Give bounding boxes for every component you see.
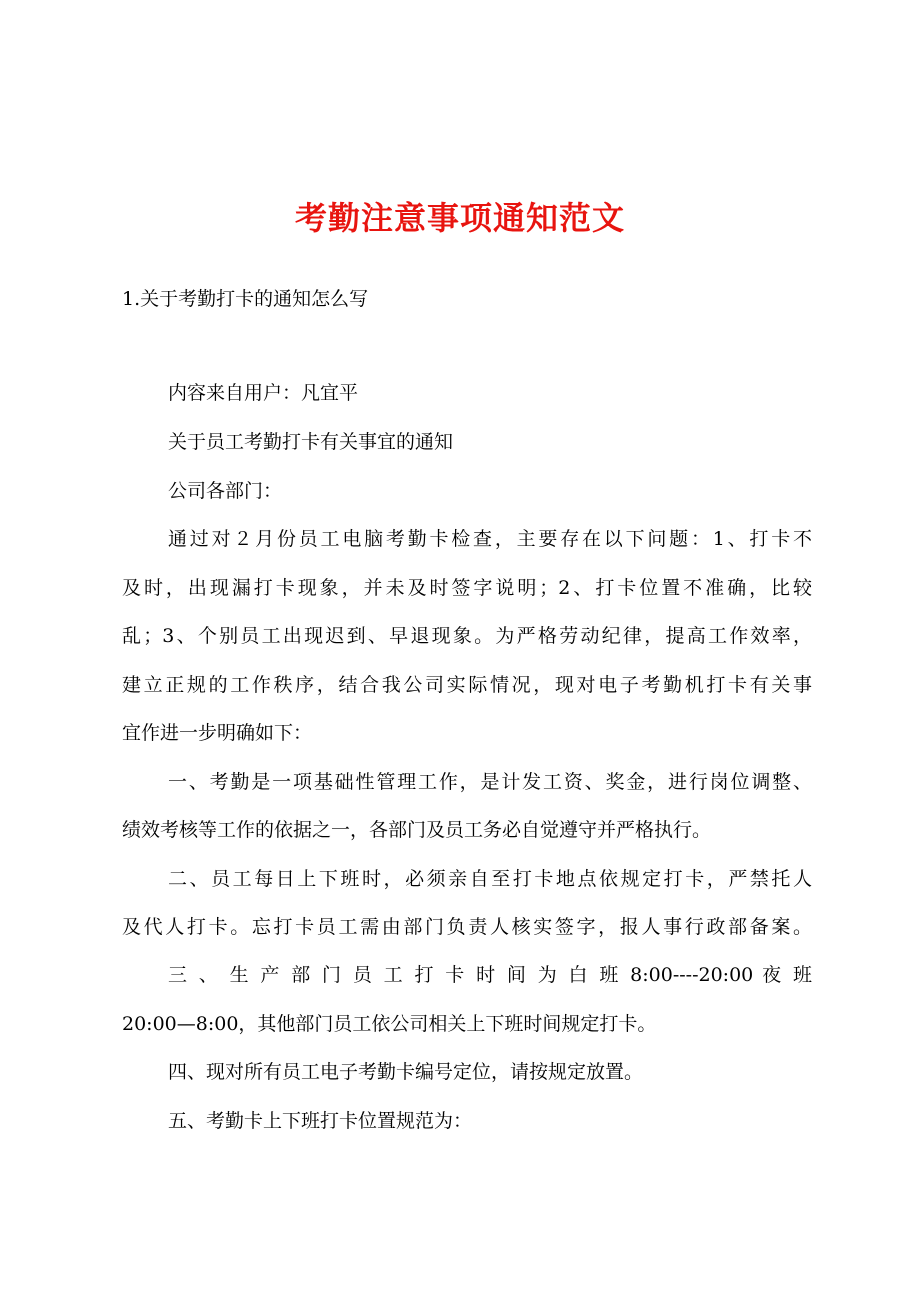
item-two-line: 及代人打卡。忘打卡员工需由部门负责人核实签字，报人事行政部备案。 bbox=[122, 916, 812, 938]
item-four-line: 四、现对所有员工电子考勤卡编号定位，请按规定放置。 bbox=[168, 1061, 644, 1083]
item-three-line: 三 、 生 产 部 门 员 工 打 卡 时 间 为 白 班 8:00----20:00 夜 班 bbox=[168, 964, 812, 986]
section-heading: 1.关于考勤打卡的通知怎么写 bbox=[122, 288, 369, 310]
notice-subject: 关于员工考勤打卡有关事宜的通知 bbox=[168, 431, 454, 453]
salutation: 公司各部门： bbox=[168, 480, 283, 502]
body-line: 乱；3、个别员工出现迟到、早退现象。为严格劳动纪律，提高工作效率， bbox=[122, 625, 812, 647]
item-one-line: 绩效考核等工作的依据之一，各部门及员工务必自觉遵守并严格执行。 bbox=[122, 819, 712, 841]
body-line: 通过对２月份员工电脑考勤卡检查，主要存在以下问题：1、打卡不 bbox=[168, 528, 812, 550]
body-line: 宜作进一步明确如下： bbox=[122, 722, 313, 744]
source-line: 内容来自用户：凡宜平 bbox=[168, 382, 359, 404]
body-line: 建立正规的工作秩序，结合我公司实际情况，现对电子考勤机打卡有关事 bbox=[122, 674, 812, 696]
item-five-line: 五、考勤卡上下班打卡位置规范为： bbox=[168, 1110, 473, 1132]
body-line: 及时，出现漏打卡现象，并未及时签字说明；2、打卡位置不准确，比较 bbox=[122, 577, 812, 599]
item-two-line: 二、员工每日上下班时，必须亲自至打卡地点依规定打卡，严禁托人 bbox=[168, 868, 812, 890]
item-three-line: 20:00—8:00，其他部门员工依公司相关上下班时间规定打卡。 bbox=[122, 1013, 657, 1035]
item-one-line: 一、考勤是一项基础性管理工作，是计发工资、奖金，进行岗位调整、 bbox=[168, 771, 812, 793]
document-title: 考勤注意事项通知范文 bbox=[294, 199, 625, 237]
